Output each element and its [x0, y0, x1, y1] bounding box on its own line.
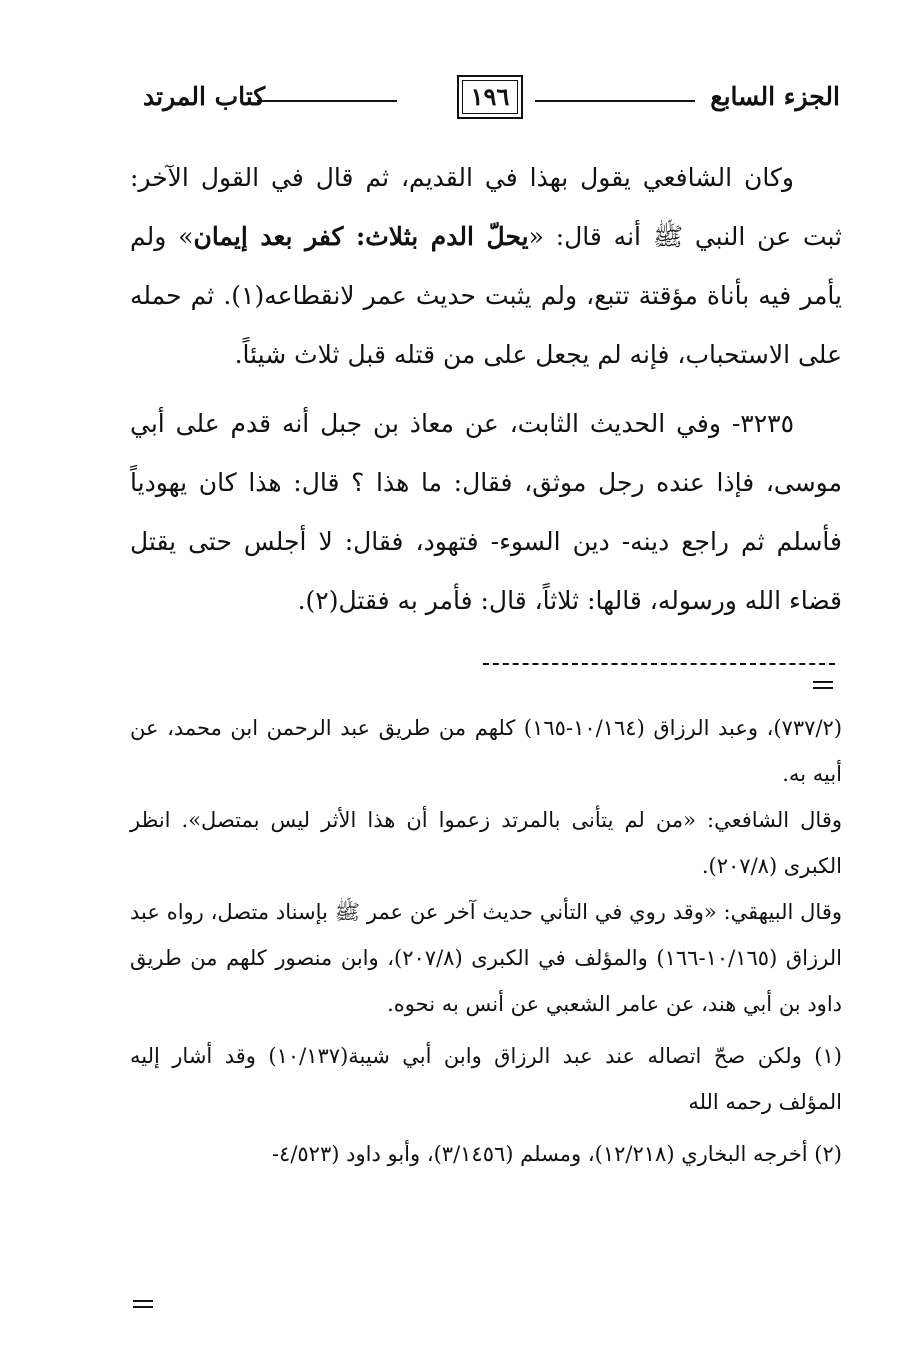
continuation-mark-bottom	[133, 1300, 153, 1302]
footnote-2: (٢) أخرجه البخاري (١٢/٢١٨)، ومسلم (٣/١٤٥٦)، وأبو داود (٤/٥٢٣-	[271, 1142, 842, 1166]
hadith-quote: يحلّ الدم بثلاث: كفر بعد إيمان	[193, 222, 529, 251]
footnote-separator	[483, 663, 835, 665]
paragraph-1-part-a: وكان الشافعي يقول بهذا في القديم، ثم قال في القول الآخر: ثبت عن النبي ﷺ أنه قال: «	[130, 163, 842, 251]
part-label: الجزء السابع	[710, 82, 840, 111]
header-rule-left	[257, 100, 397, 102]
footnote-continuation-2: وقال الشافعي: «من لم يتأنى بالمرتد زعموا أن هذا الأثر ليس بمتصل». انظر الكبرى (٢٠٧/٨).	[130, 808, 842, 878]
page-header	[125, 72, 840, 128]
page-number-inner-frame	[462, 80, 518, 114]
paragraph-2	[130, 394, 842, 630]
main-text	[130, 148, 842, 630]
paragraph-2-text: ٣٢٣٥- وفي الحديث الثابت، عن معاذ بن جبل أنه قدم على أبي موسى، فإذا عنده رجل موثق، فقال: ما هذا ؟ قال: هذا كان يهودياً فأسلم ثم راجع دينه- دين السوء- فتهود، فقال: لا أجلس حتى يقتل قضاء الله ورسوله، قالها: ثلاثاً، قال: فأمر به فقتل(٢).	[130, 409, 842, 615]
footnotes	[130, 705, 842, 1177]
paragraph-1	[130, 148, 842, 384]
page-number-box	[457, 75, 523, 119]
continuation-mark-top-2	[813, 687, 833, 689]
page-number: ١٩٦	[470, 82, 510, 111]
book-title: كتاب المرتد	[143, 82, 266, 111]
continuation-mark-top	[813, 681, 833, 683]
continuation-mark-bottom-2	[133, 1306, 153, 1308]
footnote-continuation-3: وقال البيهقي: «وقد روي في التأني حديث آخر عن عمر ﷺ بإسناد متصل، رواه عبد الرزاق (١٠/١٦٥-١٦٦) والمؤلف في الكبرى (٢٠٧/٨)، وابن منصور كلهم من طريق داود بن أبي هند، عن عامر الشعبي عن أنس به نحوه.	[130, 900, 842, 1016]
header-rule-right	[535, 100, 695, 102]
footnote-continuation-1: (٧٣٧/٢)، وعبد الرزاق (١٠/١٦٤-١٦٥) كلهم من طريق عبد الرحمن ابن محمد، عن أبيه به.	[130, 716, 843, 786]
footnote-1: (١) ولكن صحّ اتصاله عند عبد الرزاق وابن أبي شيبة(١٠/١٣٧) وقد أشار إليه المؤلف رحمه الله	[130, 1044, 842, 1114]
paragraph-1-part-b: » ولم يأمر فيه بأناة مؤقتة تتبع، ولم يثبت حديث عمر لانقطاعه(١). ثم حمله على الاستحباب، فإنه لم يجعل على من قتله قبل ثلاث شيئاً.	[130, 222, 842, 369]
